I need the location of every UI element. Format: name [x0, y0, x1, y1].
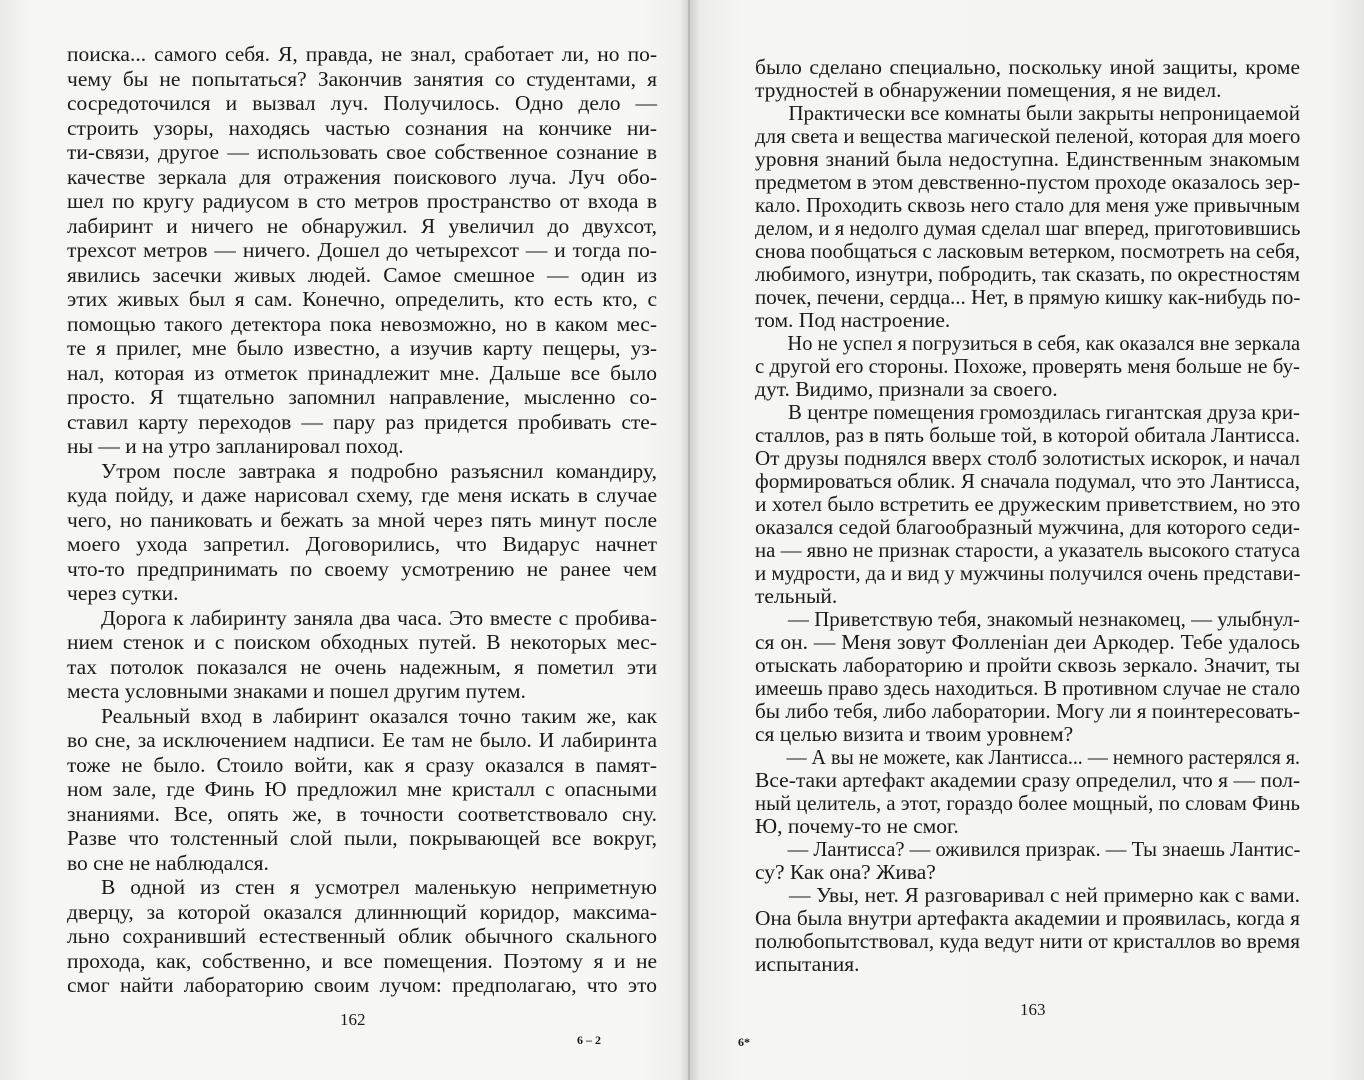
paragraph: [67, 42, 657, 459]
text-line: От друзы поднялся вверх столб золотистых искорок, и начал: [755, 446, 1300, 470]
text-line: Дорога к лабиринту заняла два часа. Это вместе с пробива-: [101, 605, 657, 630]
text-line: Утром после завтрака я подробно разъяснил командиру,: [101, 458, 657, 483]
signature-mark-right: 6*: [738, 1035, 750, 1049]
text-line: отыскать лабораторию и пройти сквозь зеркало. Значит, ты: [755, 653, 1300, 677]
text-line: уровня знаний была недоступна. Единственным знакомым: [755, 147, 1300, 171]
text-line: помощью такого детектора пока невозможно, но в каком мес-: [67, 311, 657, 336]
text-line: этих живых был я сам. Конечно, определить, кто есть кто, с: [67, 287, 657, 311]
page-number-left: 162: [340, 1010, 366, 1029]
text-line: моего ухода запретил. Договорились, что Видарус начнет: [67, 532, 657, 556]
paragraph: [755, 746, 1300, 838]
text-line: Но не успел я погрузиться в себя, как оказался вне зеркала: [787, 331, 1301, 355]
text-line: Разве что толстенный слой пыли, покрывающей все вокруг,: [67, 826, 657, 850]
text-line: с другой его стороны. Похоже, проверять меня больше не бу-: [755, 354, 1300, 378]
text-line: знаниями. Все, опять же, в точности соответствовало сну.: [67, 801, 657, 826]
text-line: нием стенок и с поиском обходных путей. В некоторых мес-: [67, 630, 657, 654]
text-line: Практически все комнаты были закрыты непроницаемой: [788, 101, 1300, 125]
text-line: через сутки.: [67, 581, 179, 605]
text-line: формироваться облик. Я сначала подумал, что это Лантисса,: [755, 469, 1300, 493]
text-line: было сделано специально, поскольку иной защиты, кроме: [755, 55, 1300, 79]
text-line: дверцу, за которой оказался длиннющий коридор, максима-: [67, 899, 657, 924]
text-line: тельный.: [755, 584, 838, 608]
text-line: ный целитель, а этот, гораздо более мощный, по словам Финь: [755, 791, 1300, 815]
text-line: прохода, как, собственно, и все помещения. Поэтому я и не: [67, 948, 657, 973]
text-line: на — явно не признак старости, а указатель высокого статуса: [755, 538, 1300, 562]
text-line: имеешь право здесь находиться. В противном случае не стало: [755, 676, 1301, 700]
text-line: чему бы не попытаться? Закончив занятия со студентами, я: [67, 66, 657, 91]
paragraph: [67, 704, 657, 876]
text-line: трехсот метров — ничего. Дошел до четырехсот — и тогда по-: [67, 238, 657, 262]
text-line: те я прилег, мне было известно, а изучив карту пещеры, уз-: [67, 336, 657, 360]
text-line: сталлов, раз в пять больше той, в которой обитала Лантисса.: [755, 423, 1300, 447]
text-line: бы либо тебя, либо лаборатории. Могу ли я поинтересовать-: [755, 699, 1301, 723]
text-line: Ю, почему-то не смог.: [755, 814, 959, 838]
text-line: во сне не наблюдался.: [67, 850, 269, 875]
text-line: су? Как она? Жива?: [755, 860, 936, 884]
page-number-right: 163: [1020, 1000, 1046, 1019]
text-line: и мудрости, да и вид у мужчины получился очень представи-: [755, 561, 1301, 585]
text-line: куда пойду, и даже нарисовал схему, где меня искать в случае: [67, 483, 657, 507]
text-line: предметом в этом девственно-пустом проходе оказалось зер-: [755, 170, 1301, 194]
text-line: дут. Видимо, признали за своего.: [755, 377, 1058, 401]
text-line: нал, которая из отметок принадлежит мне. Дальше все было: [67, 360, 657, 385]
text-line: сосредоточился и вызвал луч. Получилось. Одно дело —: [67, 91, 657, 115]
paragraph: [755, 56, 1300, 102]
right-page-text: [755, 56, 1300, 976]
text-line: почек, печени, сердца... Нет, в прямую кишку как-нибудь по-: [755, 285, 1301, 309]
text-line: ставил карту переходов — пару раз придется пробивать сте-: [67, 409, 657, 434]
text-line: том. Под настроение.: [755, 308, 951, 332]
left-page-text: [67, 42, 657, 998]
text-line: кало. Проходить сквозь него стало для меня уже привычным: [755, 193, 1300, 217]
text-line: любимого, изнутри, побродить, так сказать, по окрестностям: [755, 262, 1300, 286]
text-line: места условными знаками и пошел другим путем.: [67, 679, 526, 703]
paragraph: [67, 459, 657, 606]
signature-mark-left: 6 – 2: [577, 1033, 601, 1047]
text-line: тоже не было. Стоило войти, как я сразу оказался в памят-: [67, 752, 657, 777]
text-line: что-то предпринимать по своему усмотрению не ранее чем: [67, 556, 657, 581]
paragraph: [755, 608, 1300, 746]
text-line: чего, но паниковать и бежать за мной через пять минут после: [67, 507, 657, 532]
text-line: — А вы не можете, как Лантисса... — немного растерялся я.: [786, 745, 1300, 769]
text-line: качестве зеркала для отражения поискового луча. Луч обо-: [67, 164, 657, 189]
paragraph: [755, 838, 1300, 884]
text-line: ся он. — Меня зовут Фолленіан деи Аркодер. Тебе удалось: [755, 630, 1300, 654]
text-line: — Лантисса? — оживился призрак. — Ты знаешь Лантис-: [787, 837, 1301, 861]
text-line: во сне, за исключением надписи. Ее там не было. И лабиринта: [67, 728, 657, 752]
text-line: строить узоры, находясь частью сознания на кончике ни-: [67, 115, 657, 140]
text-line: явились засечки живых людей. Самое смешное — один из: [67, 262, 657, 287]
text-line: ном зале, где Финь Ю предложил мне кристалл с опасными: [67, 777, 657, 801]
text-line: ны — и на утро запланировал поход.: [67, 434, 404, 458]
text-line: смог найти лабораторию своим лучом: предполагаю, что это: [67, 973, 657, 997]
text-line: Реальный вход в лабиринт оказался точно таким же, как: [101, 703, 657, 728]
paragraph: [755, 884, 1300, 976]
text-line: просто. Я тщательно запомнил направление, мысленно со-: [67, 385, 657, 409]
text-line: и хотел было встретить ее дружеским приветствием, но это: [755, 492, 1301, 516]
text-line: В центре помещения громоздилась гигантская друза кри-: [788, 400, 1300, 424]
text-line: полюбопытствовал, куда ведут нити от кристаллов во время: [755, 929, 1300, 953]
text-line: тах потолок показался не очень надежным, я пометил эти: [67, 654, 657, 679]
text-line: льно сохранивший естественный облик обычного скального: [67, 924, 657, 948]
text-line: — Приветствую тебя, знакомый незнакомец, — улыбнул-: [788, 607, 1300, 631]
text-line: снова пообщаться с ласковым ветерком, посмотреть на себя,: [755, 239, 1301, 263]
paragraph: [67, 606, 657, 704]
book-gutter: [688, 0, 690, 1080]
text-line: делом, и я недолго думая сделал шаг вперед, приготовившись: [755, 216, 1301, 240]
text-line: поиска... самого себя. Я, правда, не знал, сработает ли, но по-: [67, 42, 657, 66]
text-line: Все-таки артефакт академии сразу определил, что я — пол-: [755, 768, 1301, 792]
text-line: для света и вещества магической пеленой, которая для моего: [755, 124, 1301, 148]
text-line: — Увы, нет. Я разговаривал с ней примерно как с вами.: [789, 883, 1300, 907]
text-line: оказался седой благообразный мужчина, для которого седи-: [755, 515, 1300, 539]
text-line: лабиринт и ничего не обнаружил. Я увеличил до двухсот,: [67, 213, 657, 238]
text-line: ти-связи, другое — использовать свое собственное сознание в: [67, 140, 657, 164]
text-line: Она была внутри артефакта академии и проявилась, когда я: [755, 906, 1300, 930]
text-line: трудностей в обнаружении помещения, я не видел.: [755, 78, 1222, 102]
text-line: испытания.: [755, 952, 860, 976]
text-line: ся целью визита и твоим уровнем?: [755, 722, 1074, 746]
text-line: шел по кругу радиусом в сто метров пространство от входа в: [67, 189, 657, 213]
text-line: В одной из стен я усмотрел маленькую неприметную: [101, 875, 657, 899]
paragraph: [755, 332, 1300, 401]
paragraph: [755, 102, 1300, 332]
paragraph: [755, 401, 1300, 608]
paragraph: [67, 875, 657, 998]
